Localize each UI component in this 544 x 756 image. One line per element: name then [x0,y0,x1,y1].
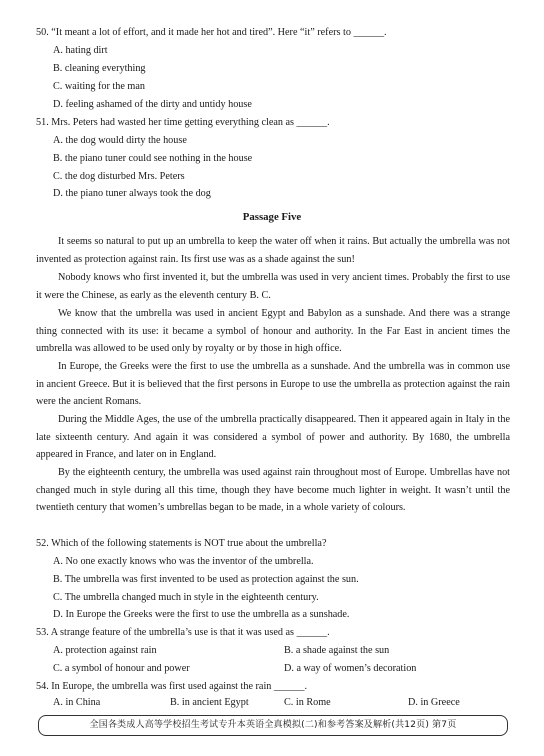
passage-title: Passage Five [242,211,302,223]
question-54-option-d: D. in Greece [408,697,460,708]
question-53-stem: 53. A strange feature of the umbrella’s use is that it was used as ______. [36,627,330,638]
question-50-option-d: D. feeling ashamed of the dirty and untidy house [53,99,252,110]
question-52-option-c: C. The umbrella changed much in style in the eighteenth century. [53,592,319,603]
question-53-option-d: D. a way of women’s decoration [284,663,417,674]
question-54-option-c: C. in Rome [284,697,331,708]
question-53-option-b: B. a shade against the sun [284,645,390,656]
question-50-option-c: C. waiting for the man [53,81,145,92]
page-footer: 全国各类成人高等学校招生考试专升本英语全真模拟(二)和参考答案及解析(共12页) 第7页 [38,715,508,736]
passage-paragraph-4: In Europe, the Greeks were the first to use the umbrella as a sunshade. And the umbrella was in common use in ancient Greece. But it is believed that the first persons in Europe to use the umbrella as protection against the rain were the ancient Romans. [36,361,510,408]
question-54-option-a: A. in China [53,697,101,708]
question-53-option-a: A. protection against rain [53,645,157,656]
question-51-option-a: A. the dog would dirty the house [53,135,187,146]
question-51-option-c: C. the dog disturbed Mrs. Peters [53,171,185,182]
passage-paragraph-3: We know that the umbrella was used in ancient Egypt and Babylon as a sunshade. And there was a strange thing connected with its use: it became a symbol of honour and authority. In the Far East in ancient times the umbrella was allowed to be used only by royalty or by those in high office. [36,308,510,355]
question-52-stem: 52. Which of the following statements is NOT true about the umbrella? [36,538,327,549]
passage-paragraph-2: Nobody knows who first invented it, but the umbrella was used in very ancient times. Probably the first to use it were the Chinese, as early as the eleventh century B. C. [36,272,510,301]
question-51-option-b: B. the piano tuner could see nothing in the house [53,153,253,164]
question-51-stem: 51. Mrs. Peters had wasted her time getting everything clean as ______. [36,117,330,128]
question-51-option-d: D. the piano tuner always took the dog [53,188,211,199]
question-53-option-c: C. a symbol of honour and power [53,663,190,674]
question-50-option-a: A. hating dirt [53,45,108,56]
passage-paragraph-1: It seems so natural to put up an umbrella to keep the water off when it rains. But actually the umbrella was not invented as protection against rain. Its first use was as a shade against the sun! [36,236,510,265]
question-50-stem: 50. “It meant a lot of effort, and it made her hot and tired”. Here “it” refers to ______. [36,27,387,38]
question-50-option-b: B. cleaning everything [53,63,146,74]
passage-paragraph-5: During the Middle Ages, the use of the umbrella practically disappeared. Then it appeared again in Italy in the late sixteenth century. And again it was considered a symbol of power and authority. By 1680, the umbrella appeared in France, and later on in England. [36,414,510,461]
question-52-option-b: B. The umbrella was first invented to be used as protection against the sun. [53,574,359,585]
question-54-option-b: B. in ancient Egypt [170,697,249,708]
question-52-option-a: A. No one exactly knows who was the inventor of the umbrella. [53,556,314,567]
question-54-stem: 54. In Europe, the umbrella was first used against the rain ______. [36,681,308,692]
passage-paragraph-6: By the eighteenth century, the umbrella was used against rain throughout most of Europe. Umbrellas have not changed much in style during all this time, though they have become much lighter in weight. It wasn’t until the twentieth century that women’s umbrellas began to be made, in a whole variety of colours. [36,467,510,514]
question-52-option-d: D. In Europe the Greeks were the first to use the umbrella as a sunshade. [53,609,350,620]
